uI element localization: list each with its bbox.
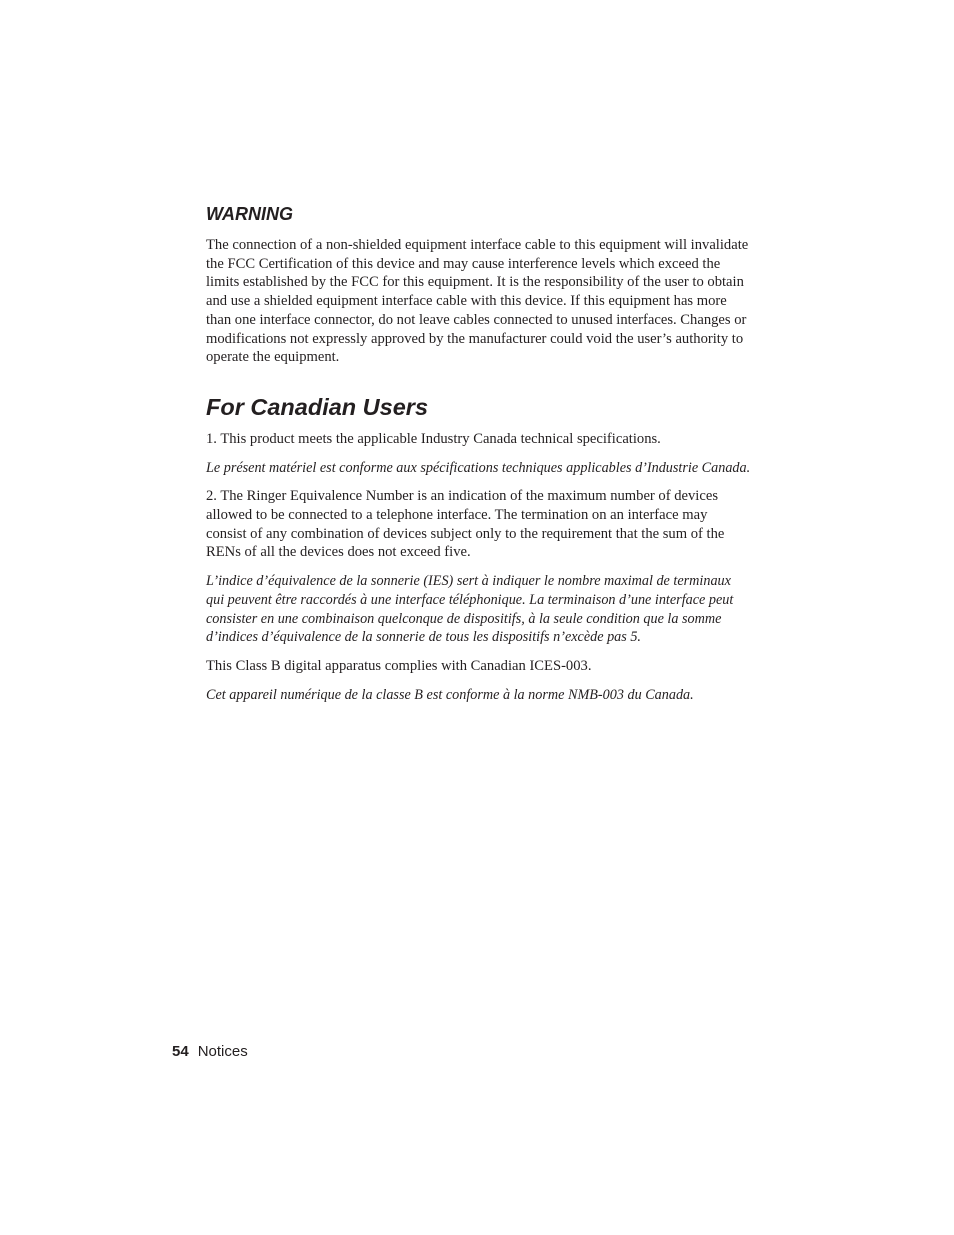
canadian-users-heading: For Canadian Users (206, 393, 429, 420)
canadian-item2-french: L’indice d’équivalence de la sonnerie (IES) sert à indiquer le nombre maximal de terminaux qui peuvent être raccordés à une interface téléphonique. La terminaison d’une interface peut consister en une combinaison quelconque de dispositifs, à la seule condition que la somme d’indices d’équivalence de la sonnerie de tous les dispositifs n’excède pas 5. (206, 573, 734, 646)
canadian-item1-french: Le présent matériel est conforme aux spécifications techniques applicables d’Industrie Canada. (206, 459, 751, 476)
warning-heading: WARNING (206, 204, 293, 224)
page-number: 54 (172, 1043, 189, 1060)
warning-body: The connection of a non-shielded equipment interface cable to this equipment will invalidate the FCC Certification of this device and may cause interference levels which exceed the limits established by the FCC for this equipment. It is the responsibility of the user to obtain and use a shielded equipment interface cable with this device. If this equipment has more than one interface connector, do not leave cables connected to unused interfaces. Changes or modifications not expressly approved by the manufacturer could void the user’s authority to operate the equipment. (206, 237, 749, 366)
ices-statement-french: Cet appareil numérique de la classe B est conforme à la norme NMB-003 du Canada. (206, 686, 694, 703)
canadian-item2-english: 2. The Ringer Equivalence Number is an indication of the maximum number of devices allowed to be connected to a telephone interface. The termination on an interface may consist of any combination of devices subject only to the requirement that the sum of the RENs of all the devices does not exceed five. (206, 488, 725, 561)
canadian-item1-english: 1. This product meets the applicable Industry Canada technical specifications. (206, 430, 661, 447)
footer-section-name: Notices (197, 1043, 248, 1060)
page-footer (172, 1042, 248, 1062)
ices-statement-english: This Class B digital apparatus complies with Canadian ICES-003. (206, 657, 592, 674)
page-content (206, 203, 751, 714)
